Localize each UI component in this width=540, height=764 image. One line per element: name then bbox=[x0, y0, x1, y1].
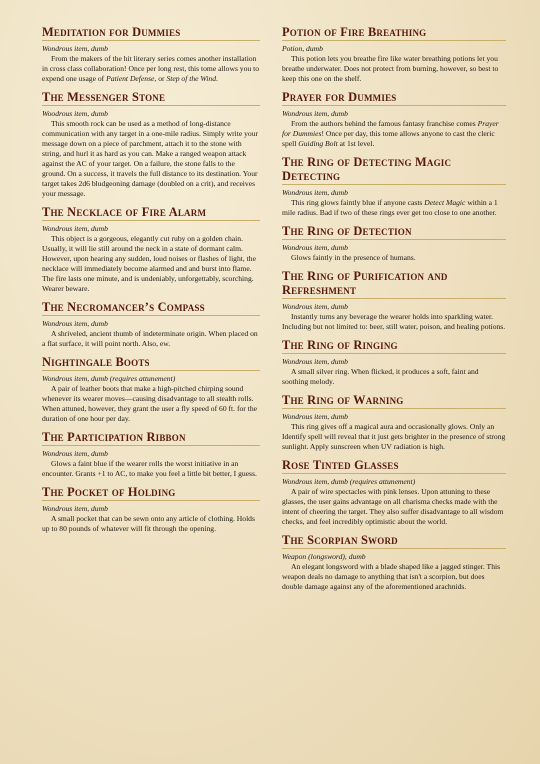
item-subtitle: Wondrous item, dumb bbox=[282, 412, 348, 421]
item-subtitle: Wondrous item, dumb bbox=[282, 302, 348, 311]
description-text: A small silver ring. When flicked, it produces a soft, faint and soothing melody. bbox=[282, 367, 479, 386]
item-entry-meditation-for-dummies bbox=[42, 25, 260, 84]
item-subtitle: Wondrous item, dumb bbox=[282, 188, 348, 197]
item-description bbox=[42, 54, 260, 84]
item-entry-the-ring-of-detecting-magic-detecting bbox=[282, 155, 506, 218]
description-text: This smooth rock can be used as a method of long-distance communication with any target in a one-mile radius. Simply write your message down on a piece of parchment, attach it to the stone with string, and hurl it as hard as you can. Make a ranged weapon attack against the AC of your target. On a failure, the stone falls to the ground. On a success, it travels the full distance to its destination. Your target takes 2d6 bludgeoning damage (doubled on a crit), and receives your message. bbox=[42, 119, 259, 198]
item-description bbox=[282, 422, 506, 452]
item-description bbox=[282, 119, 506, 149]
item-subtitle: Wondrous item, dumb bbox=[282, 109, 348, 118]
item-entry-the-scorpian-sword bbox=[282, 533, 506, 592]
item-title: Nightingale Boots bbox=[42, 355, 260, 371]
item-title: The Necromancer’s Compass bbox=[42, 300, 260, 316]
item-description bbox=[42, 119, 260, 199]
item-entry-the-ring-of-warning bbox=[282, 393, 506, 452]
item-subtitle: Weapon (longsword), dumb bbox=[282, 552, 366, 561]
item-subtitle: Wondrous item, dumb (requires attunement) bbox=[42, 374, 176, 383]
description-text: This ring gives off a magical aura and occasionally glows. Only an Identify spell will reveal that it just gets brighter in the presence of strong sunlight. Apply sunscreen when UV radiation is high. bbox=[282, 422, 506, 451]
description-text: This ring glows faintly blue if anyone casts bbox=[291, 198, 425, 207]
description-text: Glows faintly in the presence of humans. bbox=[291, 253, 416, 262]
item-title: Prayer for Dummies bbox=[282, 90, 506, 106]
item-entry-the-ring-of-ringing bbox=[282, 338, 506, 387]
description-text: An elegant longsword with a blade shaped like a jagged stinger. This weapon deals no damage to anything that isn't a scorpion, but does double damage against any of the aforementioned arachnids. bbox=[282, 562, 501, 591]
item-description bbox=[282, 198, 506, 218]
item-entry-potion-of-fire-breathing bbox=[282, 25, 506, 84]
description-italic-text: Guiding Bolt bbox=[298, 139, 338, 148]
description-text: This potion lets you breathe fire like water breathing potions let you breathe underwater. Does not protect from burning, however, so best to keep this one on the shelf. bbox=[282, 54, 499, 83]
item-subtitle: Woodrous item, dumb bbox=[42, 109, 108, 118]
description-text: A small pocket that can be sewn onto any article of clothing. Holds up to 80 pounds of whatever will fit through the opening. bbox=[42, 514, 255, 533]
item-description bbox=[42, 384, 260, 424]
item-subtitle: Wondrous item, dumb bbox=[42, 449, 108, 458]
description-text: at 1st level. bbox=[337, 139, 375, 148]
description-text: This object is a gorgeous, elegantly cut ruby on a golden chain. Usually, it will lie still around the neck in a state of dormant calm. However, upon hearing any sudden, loud noises or flashes of light, the necklace will immediately become alarmed and and burst into flame. The fire lasts one minute, and is undeniably, unforgettably, scorching. Wearer beware. bbox=[42, 234, 256, 293]
description-italic-text: Prayer for Dummies bbox=[282, 119, 499, 138]
item-description bbox=[282, 253, 506, 263]
item-description bbox=[282, 562, 506, 592]
item-entry-the-ring-of-detection bbox=[282, 224, 506, 263]
item-title: The Ring of Detecting Magic Detecting bbox=[282, 155, 506, 185]
description-text: A pair of wire spectacles with pink lenses. Upon attuning to these glasses, the user gains advantage on all charisma checks made with the intent of cheering the target. They also suffer disadvantage to all wisdom checks, and feel incredibly optimistic about the world. bbox=[282, 487, 504, 526]
item-description bbox=[42, 514, 260, 534]
item-entry-the-necromancer-s-compass bbox=[42, 300, 260, 349]
description-text: within a 1 mile radius. Bad if two of these rings ever get too close to one another. bbox=[282, 198, 498, 217]
description-text: . bbox=[216, 74, 218, 83]
item-description bbox=[282, 367, 506, 387]
item-entry-the-participation-ribbon bbox=[42, 430, 260, 479]
description-italic-text: Patient Defense bbox=[106, 74, 155, 83]
left-column bbox=[42, 25, 260, 745]
item-title: The Necklace of Fire Alarm bbox=[42, 205, 260, 221]
item-title: The Ring of Purification and Refreshment bbox=[282, 269, 506, 299]
item-description bbox=[282, 487, 506, 527]
item-entry-rose-tinted-glasses bbox=[282, 458, 506, 527]
description-italic-text: Detect Magic bbox=[424, 198, 466, 207]
item-title: Potion of Fire Breathing bbox=[282, 25, 506, 41]
description-text: From the makers of the hit literary series comes another installation in cross class collaboration! Once per long rest, this tome allows you to expend one usage of bbox=[42, 54, 260, 83]
description-text: From the authors behind the famous fantasy franchise comes bbox=[291, 119, 478, 128]
item-subtitle: Wondrous item, dumb bbox=[42, 504, 108, 513]
item-entry-the-ring-of-purification-and-refreshment bbox=[282, 269, 506, 332]
item-subtitle: Wondrous item, dumb bbox=[42, 224, 108, 233]
item-description bbox=[282, 312, 506, 332]
item-title: The Scorpian Sword bbox=[282, 533, 506, 549]
right-column bbox=[282, 25, 506, 745]
item-description bbox=[282, 54, 506, 84]
item-title: Rose Tinted Glasses bbox=[282, 458, 506, 474]
description-text: Instantly turns any beverage the wearer holds into sparkling water. Including but not limited to: beer, still water, poison, and healing potions. bbox=[282, 312, 506, 331]
item-title: The Ring of Ringing bbox=[282, 338, 506, 354]
description-italic-text: Step of the Wind bbox=[166, 74, 217, 83]
description-text: , or bbox=[154, 74, 167, 83]
item-description bbox=[42, 459, 260, 479]
item-subtitle: Wondrous item, dumb (requires attunement) bbox=[282, 477, 416, 486]
item-title: The Participation Ribbon bbox=[42, 430, 260, 446]
description-text: A pair of leather boots that make a high-pitched chirping sound whenever its wearer moves—causing disadvantage to all stealth rolls. When attuned, however, they grant the user a fly speed of 60 ft. for the duration of one hour per day. bbox=[42, 384, 257, 423]
item-subtitle: Wondrous item, dumb bbox=[282, 243, 348, 252]
item-entry-nightingale-boots bbox=[42, 355, 260, 424]
description-text: ! Once per day, this tome allows anyone to cast the cleric spell bbox=[282, 129, 495, 148]
item-title: The Ring of Warning bbox=[282, 393, 506, 409]
item-subtitle: Wondrous item, dumb bbox=[42, 319, 108, 328]
item-title: The Messenger Stone bbox=[42, 90, 260, 106]
item-description bbox=[42, 234, 260, 294]
item-entry-the-necklace-of-fire-alarm bbox=[42, 205, 260, 294]
description-text: Glows a faint blue if the wearer rolls the worst initiative in an encounter. Grants +1 to AC, to make you feel a little bit better, I guess. bbox=[42, 459, 257, 478]
item-title: Meditation for Dummies bbox=[42, 25, 260, 41]
item-subtitle: Potion, dumb bbox=[282, 44, 323, 53]
item-title: The Pocket of Holding bbox=[42, 485, 260, 501]
item-subtitle: Wondrous item, dumb bbox=[42, 44, 108, 53]
item-description bbox=[42, 329, 260, 349]
item-entry-prayer-for-dummies bbox=[282, 90, 506, 149]
document-page bbox=[42, 25, 506, 745]
item-entry-the-messenger-stone bbox=[42, 90, 260, 199]
description-text: A shriveled, ancient thumb of indeterminate origin. When placed on a flat surface, it will point north. Also, ew. bbox=[42, 329, 258, 348]
item-title: The Ring of Detection bbox=[282, 224, 506, 240]
item-subtitle: Wondrous item, dumb bbox=[282, 357, 348, 366]
item-entry-the-pocket-of-holding bbox=[42, 485, 260, 534]
